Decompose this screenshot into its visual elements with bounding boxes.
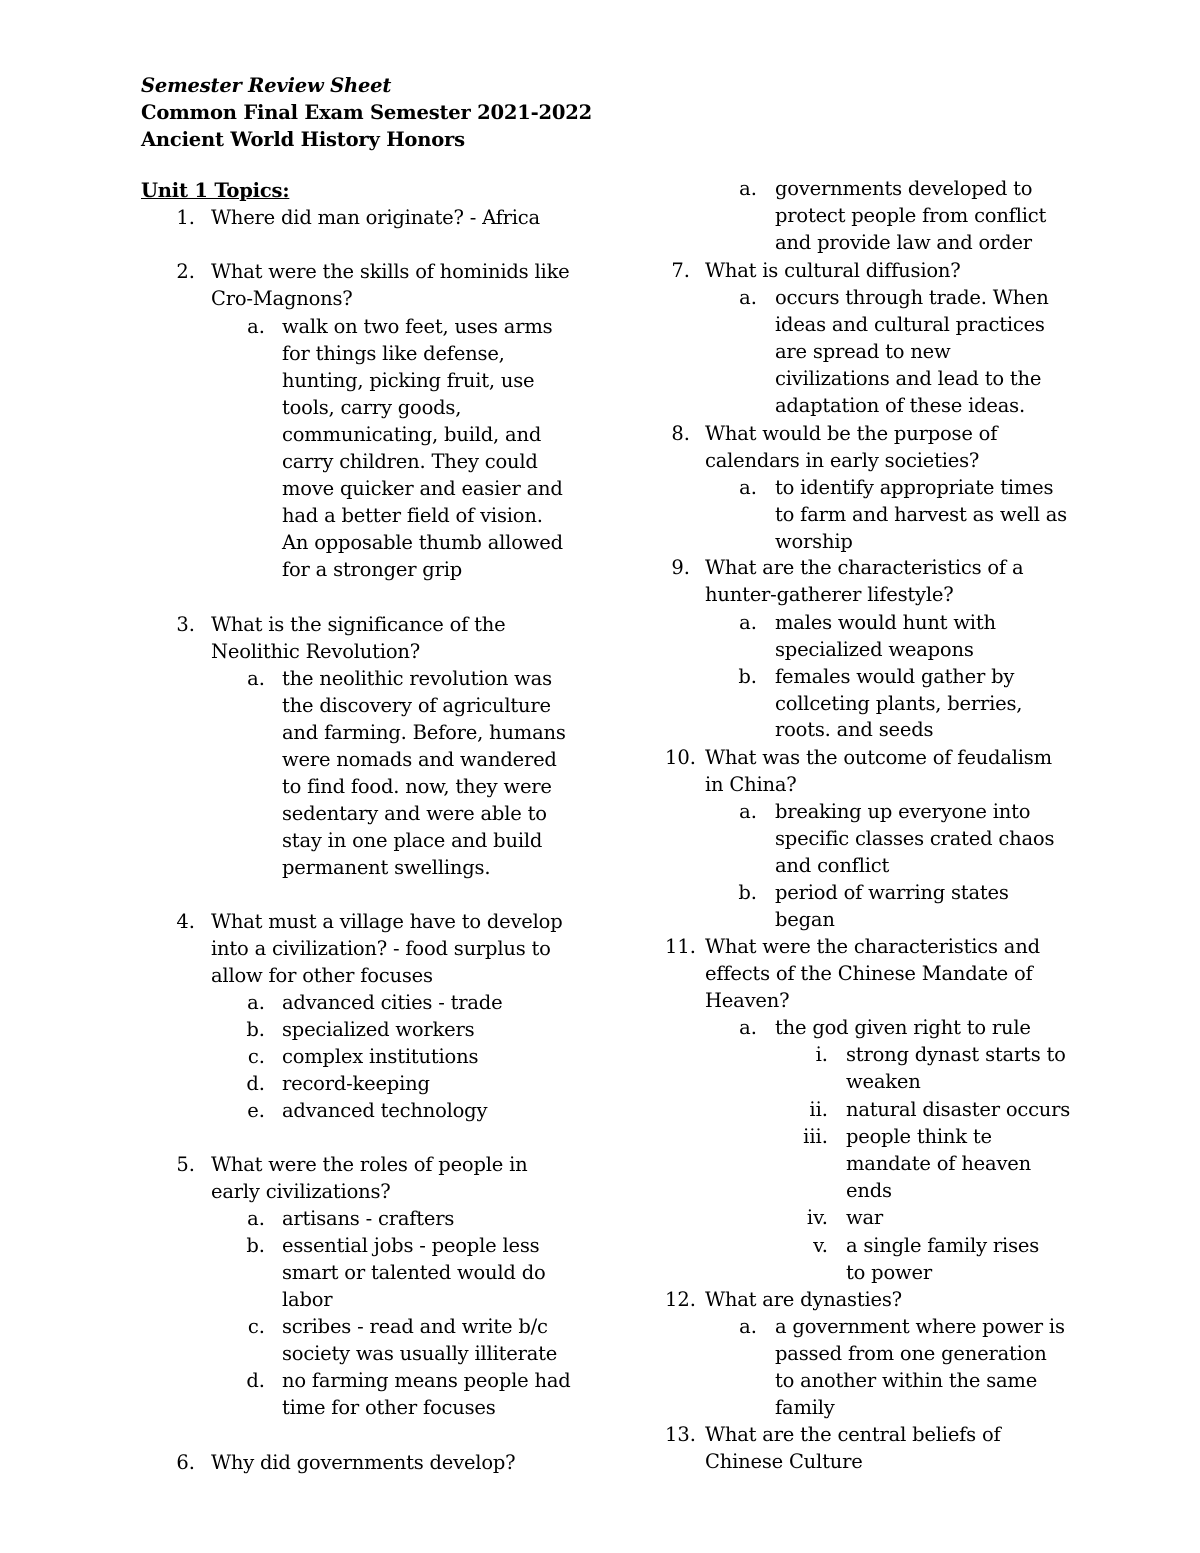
answer-label: a.	[739, 1016, 757, 1039]
answer-text: were nomads and wandered	[282, 748, 557, 771]
answer-text: complex institutions	[282, 1045, 479, 1068]
answer-text: labor	[282, 1288, 333, 1311]
answer-text: the discovery of agriculture	[282, 694, 551, 717]
unit-heading: Unit 1 Topics:	[141, 179, 290, 202]
answer-text: period of warring states	[775, 881, 1009, 904]
answer-text: roots. and seeds	[775, 718, 934, 741]
question-text: calendars in early societies?	[705, 449, 980, 472]
answer-text: permanent swellings.	[282, 856, 491, 879]
answer-text: are spread to new	[775, 340, 951, 363]
question-text: What were the characteristics and	[705, 935, 1040, 958]
answer-text: to identify appropriate times	[775, 476, 1054, 499]
question-text: What was the outcome of feudalism	[705, 746, 1052, 769]
question-text: Neolithic Revolution?	[211, 640, 420, 663]
answer-text: time for other focuses	[282, 1396, 496, 1419]
question-number: 6.	[176, 1451, 195, 1474]
question-number: 12.	[664, 1288, 696, 1311]
question-text: Why did governments develop?	[211, 1451, 516, 1474]
answer-label: a.	[739, 177, 757, 200]
question-text: What are the central beliefs of	[705, 1423, 1001, 1446]
question-number: 9.	[671, 556, 690, 579]
answer-text: society was usually illiterate	[282, 1342, 558, 1365]
answer-label: a.	[247, 667, 265, 690]
roman-text: mandate of heaven	[846, 1152, 1031, 1175]
answer-label: a.	[739, 286, 757, 309]
answer-text: breaking up everyone into	[775, 800, 1031, 823]
question-number: 8.	[671, 422, 690, 445]
answer-text: carry children. They could	[282, 450, 538, 473]
answer-text: males would hunt with	[775, 611, 996, 634]
answer-text: for a stronger grip	[282, 558, 463, 581]
question-text: Cro-Magnons?	[211, 287, 353, 310]
answer-text: began	[775, 908, 835, 931]
question-number: 1.	[176, 206, 195, 229]
answer-text: tools, carry goods,	[282, 396, 462, 419]
answer-text: stay in one place and build	[282, 829, 543, 852]
roman-label: iii.	[803, 1125, 828, 1148]
sheet-subtitle: Semester Review Sheet	[141, 74, 392, 97]
answer-label: e.	[247, 1099, 265, 1122]
question-text: early civilizations?	[211, 1180, 391, 1203]
roman-label: v.	[813, 1234, 828, 1257]
answer-text: and conflict	[775, 854, 890, 877]
answer-text: governments developed to	[775, 177, 1033, 200]
question-number: 13.	[664, 1423, 696, 1446]
question-number: 3.	[176, 613, 195, 636]
roman-text: war	[846, 1206, 884, 1229]
answer-label: d.	[246, 1369, 265, 1392]
roman-text: a single family rises	[846, 1234, 1040, 1257]
answer-text: passed from one generation	[775, 1342, 1047, 1365]
question-text: What is the significance of the	[211, 613, 506, 636]
answer-text: had a better field of vision.	[282, 504, 543, 527]
question-number: 11.	[664, 935, 696, 958]
answer-text: collceting plants, berries,	[775, 692, 1023, 715]
answer-label: a.	[739, 476, 757, 499]
question-text: What is cultural diffusion?	[705, 259, 961, 282]
question-text: into a civilization? - food surplus to	[211, 937, 551, 960]
question-number: 2.	[176, 260, 195, 283]
question-number: 7.	[671, 259, 690, 282]
answer-text: hunting, picking fruit, use	[282, 369, 535, 392]
answer-text: occurs through trade. When	[775, 286, 1049, 309]
roman-text: weaken	[846, 1070, 921, 1093]
answer-label: b.	[738, 881, 757, 904]
answer-label: a.	[739, 800, 757, 823]
answer-text: sedentary and were able to	[282, 802, 547, 825]
answer-text: scribes - read and write b/c	[282, 1315, 548, 1338]
answer-text: females would gather by	[775, 665, 1015, 688]
answer-label: c.	[247, 1045, 265, 1068]
question-text: What must a village have to develop	[211, 910, 563, 933]
answer-text: the god given right to rule	[775, 1016, 1031, 1039]
answer-text: adaptation of these ideas.	[775, 394, 1025, 417]
answer-text: a government where power is	[775, 1315, 1065, 1338]
answer-text: civilizations and lead to the	[775, 367, 1042, 390]
question-text: What would be the purpose of	[705, 422, 998, 445]
answer-text: protect people from conflict	[775, 204, 1047, 227]
question-number: 4.	[176, 910, 195, 933]
answer-text: no farming means people had	[282, 1369, 571, 1392]
question-text: effects of the Chinese Mandate of	[705, 962, 1033, 985]
answer-text: for things like defense,	[282, 342, 505, 365]
answer-text: communicating, build, and	[282, 423, 542, 446]
roman-text: ends	[846, 1179, 892, 1202]
question-number: 5.	[176, 1153, 195, 1176]
roman-label: iv.	[806, 1206, 828, 1229]
question-text: What are dynasties?	[705, 1288, 902, 1311]
course-title: Ancient World History Honors	[141, 128, 465, 151]
answer-text: specific classes crated chaos	[775, 827, 1055, 850]
question-text: What are the characteristics of a	[705, 556, 1024, 579]
answer-label: b.	[246, 1018, 265, 1041]
answer-label: a.	[739, 611, 757, 634]
answer-label: b.	[246, 1234, 265, 1257]
answer-text: worship	[775, 530, 853, 553]
answer-text: artisans - crafters	[282, 1207, 455, 1230]
question-number: 10.	[664, 746, 696, 769]
roman-label: i.	[815, 1043, 828, 1066]
question-text: Where did man originate? - Africa	[211, 206, 540, 229]
exam-title: Common Final Exam Semester 2021-2022	[141, 101, 592, 124]
question-text: Chinese Culture	[705, 1450, 863, 1473]
answer-text: move quicker and easier and	[282, 477, 563, 500]
question-text: hunter-gatherer lifestyle?	[705, 583, 954, 606]
answer-text: smart or talented would do	[282, 1261, 546, 1284]
answer-text: and provide law and order	[775, 231, 1032, 254]
answer-text: ideas and cultural practices	[775, 313, 1045, 336]
roman-label: ii.	[809, 1098, 828, 1121]
answer-text: essential jobs - people less	[282, 1234, 540, 1257]
answer-text: to another within the same	[775, 1369, 1038, 1392]
question-text: in China?	[705, 773, 797, 796]
answer-label: a.	[247, 315, 265, 338]
answer-label: c.	[247, 1315, 265, 1338]
answer-text: specialized workers	[282, 1018, 475, 1041]
answer-label: a.	[247, 1207, 265, 1230]
answer-text: to farm and harvest as well as	[775, 503, 1067, 526]
answer-label: d.	[246, 1072, 265, 1095]
question-text: Heaven?	[705, 989, 790, 1012]
roman-text: strong dynast starts to	[846, 1043, 1066, 1066]
answer-text: family	[775, 1396, 835, 1419]
question-text: allow for other focuses	[211, 964, 433, 987]
answer-text: walk on two feet, uses arms	[282, 315, 553, 338]
answer-text: to find food. now, they were	[282, 775, 552, 798]
answer-text: advanced cities - trade	[282, 991, 503, 1014]
answer-text: advanced technology	[282, 1099, 488, 1122]
answer-label: b.	[738, 665, 757, 688]
answer-text: specialized weapons	[775, 638, 974, 661]
question-text: What were the roles of people in	[211, 1153, 528, 1176]
answer-label: a.	[739, 1315, 757, 1338]
answer-text: An opposable thumb allowed	[282, 531, 563, 554]
answer-text: and farming. Before, humans	[282, 721, 566, 744]
answer-text: record-keeping	[282, 1072, 430, 1095]
answer-text: the neolithic revolution was	[282, 667, 552, 690]
answer-label: a.	[247, 991, 265, 1014]
roman-text: natural disaster occurs	[846, 1098, 1071, 1121]
roman-text: people think te	[846, 1125, 992, 1148]
question-text: What were the skills of hominids like	[211, 260, 570, 283]
roman-text: to power	[846, 1261, 932, 1284]
